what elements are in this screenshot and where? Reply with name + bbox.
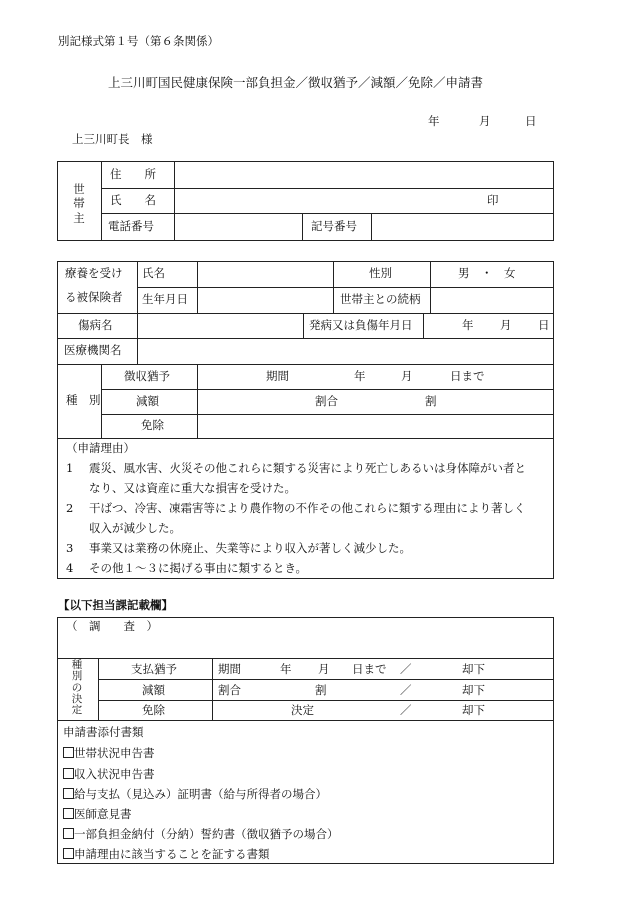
attachments-heading: 申請書添付書類	[63, 725, 144, 739]
symbol-number-field[interactable]	[373, 215, 552, 239]
reason-4-text: その他１～３に掲げる事由に類するとき。	[89, 561, 308, 575]
survey-field[interactable]	[59, 636, 552, 656]
decision-reject-2[interactable]: 却下	[462, 683, 485, 697]
patient-label-line1: 療養を受け	[65, 266, 123, 280]
phone-label: 電話番号	[108, 219, 154, 233]
type-period-year: 年	[354, 369, 366, 383]
addressee: 上三川町長 様	[72, 132, 153, 146]
decision-period-until: 日まで	[352, 662, 387, 676]
attachment-item[interactable]: 一部負担金納付（分納）誓約書（徴収猶予の場合）	[63, 828, 339, 841]
name-field[interactable]	[176, 190, 476, 212]
decision-period-month: 月	[318, 662, 330, 676]
decision-slash-3: ／	[400, 703, 412, 717]
date-year-label: 年	[428, 114, 440, 128]
sex-options[interactable]: 男 ・ 女	[458, 266, 516, 280]
birth-date-field[interactable]	[199, 289, 332, 312]
hospital-label: 医療機関名	[64, 343, 122, 357]
checkbox-icon[interactable]	[63, 747, 74, 758]
checkbox-icon[interactable]	[63, 848, 74, 859]
onset-day: 日	[538, 318, 550, 332]
birth-date-label: 生年月日	[142, 292, 188, 306]
relation-label: 世帯主との続柄	[340, 292, 421, 306]
date-month-label: 月	[479, 114, 491, 128]
decision-period-year: 年	[280, 662, 292, 676]
decision-reject-3[interactable]: 却下	[462, 703, 485, 717]
decision-slash-1: ／	[400, 662, 412, 676]
reason-4-number: 4	[66, 561, 74, 575]
decision-label: 種 別 の 決 定	[71, 659, 83, 717]
reason-3-number: 3	[66, 541, 74, 555]
attachment-item[interactable]: 世帯状況申告書	[63, 747, 155, 760]
onset-date-label: 発病又は負傷年月日	[309, 318, 413, 332]
reason-2-number: 2	[66, 501, 74, 515]
reason-1-number: 1	[66, 461, 74, 475]
attachment-item[interactable]: 医師意見書	[63, 808, 132, 821]
disease-field[interactable]	[139, 315, 302, 337]
checkbox-icon[interactable]	[63, 788, 74, 799]
decision-ratio-label: 割合	[218, 683, 241, 697]
onset-month: 月	[500, 318, 512, 332]
type-deferral[interactable]: 徴収猶予	[124, 369, 170, 383]
checkbox-icon[interactable]	[63, 828, 74, 839]
attachment-item[interactable]: 収入状況申告書	[63, 768, 155, 781]
type-ratio-label: 割合	[315, 394, 338, 408]
type-period-until: 日まで	[450, 369, 485, 383]
checkbox-icon[interactable]	[63, 768, 74, 779]
reason-heading: （申請理由）	[66, 441, 135, 455]
decision-decide: 決定	[291, 703, 314, 717]
disease-label: 傷病名	[78, 318, 113, 332]
office-section-title: 【以下担当課記載欄】	[58, 598, 173, 612]
patient-name-label: 氏名	[142, 266, 165, 280]
address-label: 住 所	[110, 167, 156, 181]
type-exemption[interactable]: 免除	[141, 418, 164, 432]
type-label: 種 別	[66, 393, 101, 407]
patient-name-field[interactable]	[199, 263, 332, 286]
decision-reject-1[interactable]: 却下	[462, 662, 485, 676]
type-ratio-unit: 割	[425, 394, 437, 408]
checkbox-icon[interactable]	[63, 808, 74, 819]
reason-1-text-cont: なり、又は資産に重大な損害を受けた。	[89, 481, 296, 495]
onset-year: 年	[462, 318, 474, 332]
reason-3-text: 事業又は業務の休廃止、失業等により収入が著しく減少した。	[89, 541, 411, 555]
form-number: 別記様式第１号（第６条関係）	[58, 34, 219, 48]
reason-1-text: 震災、風水害、火災その他これらに類する災害により死亡しあるいは身体障がい者と	[89, 461, 526, 475]
householder-label: 世 帯 主	[73, 182, 85, 225]
sex-label: 性別	[369, 266, 392, 280]
seal-mark: 印	[487, 193, 499, 207]
type-period-label: 期間	[266, 369, 289, 383]
survey-heading: （ 調 査 ）	[66, 619, 158, 633]
decision-ratio-unit: 割	[315, 683, 327, 697]
reason-2-text: 干ばつ、冷害、凍霜害等により農作物の不作その他これらに類する理由により著しく	[89, 501, 526, 515]
attachment-item[interactable]: 申請理由に該当することを証する書類	[63, 848, 270, 861]
decision-payment-deferral[interactable]: 支払猶予	[131, 662, 177, 676]
date-day-label: 日	[525, 114, 537, 128]
hospital-field[interactable]	[139, 340, 552, 363]
form-title: 上三川町国民健康保険一部負担金／徴収猶予／減額／免除／申請書	[108, 75, 484, 90]
decision-exemption[interactable]: 免除	[142, 703, 165, 717]
decision-period-label: 期間	[218, 662, 241, 676]
decision-reduction[interactable]: 減額	[142, 683, 165, 697]
attachment-item[interactable]: 給与支払（見込み）証明書（給与所得者の場合）	[63, 788, 327, 801]
decision-slash-2: ／	[400, 683, 412, 697]
name-label: 氏 名	[110, 193, 156, 207]
symbol-number-label: 記号番号	[311, 219, 357, 233]
relation-field[interactable]	[432, 289, 552, 312]
patient-label-line2: る被保険者	[65, 290, 123, 304]
type-reduction[interactable]: 減額	[136, 394, 159, 408]
phone-field[interactable]	[176, 215, 301, 239]
type-period-month: 月	[401, 369, 413, 383]
address-field[interactable]	[176, 163, 552, 187]
reason-2-text-cont: 収入が減少した。	[89, 521, 181, 535]
